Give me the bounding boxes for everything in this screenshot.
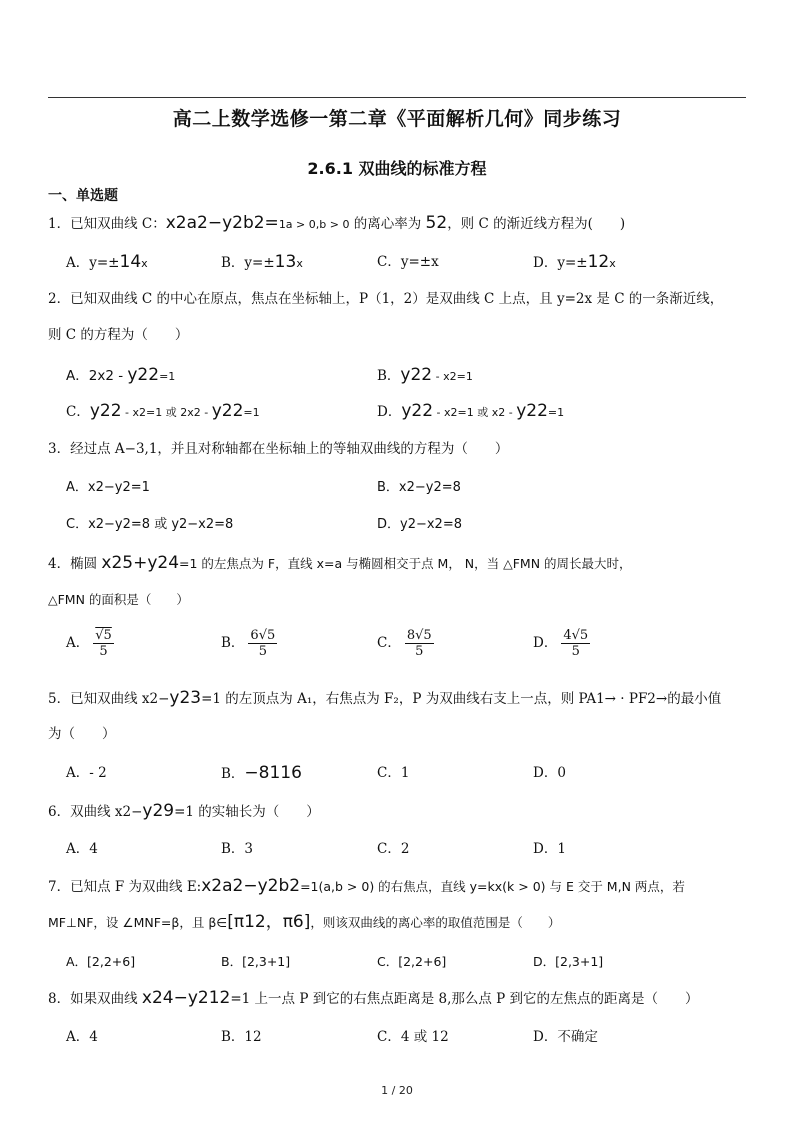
question-5-stem: 5．已知双曲线 x2−y23=1 的左顶点为 A₁，右焦点为 F₂，P 为双曲线右支上一点，则 PA1→ · PF2→的最小值 — [48, 688, 722, 708]
question-7-stem-cont: MF⊥NF，设 ∠MNF=β，且 β∈[π12，π6]，则该双曲线的离心率的取值范围是（ ） — [48, 912, 561, 932]
option-b: B． $\frac{6√5}{5}$ — [221, 628, 276, 659]
question-8-stem: 8．如果双曲线 x24−y212=1 上一点 P 到它的右焦点距离是 8,那么点 P 到它的左焦点的距离是（ ） — [48, 988, 699, 1008]
option-d: D．不确定 — [533, 1029, 598, 1045]
question-5-options — [66, 763, 756, 785]
option-d: D．[2,3+1] — [533, 954, 604, 969]
option-a: A．- 2 — [66, 765, 107, 781]
option-c: C．y22 - x2=1 或 2x2 - y22=1 — [66, 401, 260, 421]
option-a: A．x2−y2=1 — [66, 480, 150, 495]
option-d: D．y22 - x2=1 或 x2 - y22=1 — [377, 401, 565, 421]
question-1-stem: 1．已知双曲线 C：x2a2−y2b2=1a > 0,b > 0 的离心率为 52，则 C 的渐近线方程为( ) — [48, 213, 626, 233]
option-a: A．4 — [66, 841, 98, 857]
option-a: A．[2,2+6] — [66, 954, 136, 969]
question-4-options — [66, 628, 756, 672]
question-6-stem: 6．双曲线 x2−y29=1 的实轴长为（ ） — [48, 801, 320, 821]
question-2-stem: 2．已知双曲线 C 的中心在原点，焦点在坐标轴上，P（1，2）是双曲线 C 上点，且 y=2x 是 C 的一条渐近线， — [48, 291, 724, 307]
option-c: C．4 或 12 — [377, 1029, 449, 1045]
question-3-stem: 3．经过点 A−3,1，并且对称轴都在坐标轴上的等轴双曲线的方程为（ ） — [48, 441, 509, 457]
section-heading: 一、单选题 — [48, 188, 118, 204]
question-2-options-row1 — [66, 365, 756, 387]
option-c: C．2 — [377, 841, 410, 857]
option-c: C．1 — [377, 765, 410, 781]
question-3-options-row1 — [66, 478, 756, 500]
option-b: B．y22 - x2=1 — [377, 365, 473, 385]
option-c: C．x2−y2=8 或 y2−x2=8 — [66, 517, 234, 532]
option-b: B．[2,3+1] — [221, 954, 291, 969]
question-6-options — [66, 839, 756, 861]
option-a: A．4 — [66, 1029, 98, 1045]
option-d: D． $\frac{4√5}{5}$ — [533, 628, 589, 659]
option-d: D．y=±12x — [533, 252, 616, 272]
question-2-options-row2 — [66, 401, 756, 423]
question-5-stem-cont: 为（ ） — [48, 726, 116, 742]
option-d: D．1 — [533, 841, 566, 857]
document-subtitle: 2.6.1 双曲线的标准方程 — [307, 159, 487, 178]
header-rule — [48, 97, 746, 98]
option-b: B．y=±13x — [221, 252, 303, 272]
option-c: C．y=±x — [377, 254, 439, 270]
option-b: B．x2−y2=8 — [377, 480, 461, 495]
question-7-stem: 7．已知点 F 为双曲线 E:x2a2−y2b2=1(a,b > 0) 的右焦点，直线 y=kx(k > 0) 与 E 交于 M,N 两点，若 — [48, 876, 685, 896]
question-1-options — [66, 252, 756, 274]
option-b: B．12 — [221, 1029, 262, 1045]
question-2-stem-cont: 则 C 的方程为（ ） — [48, 327, 189, 343]
question-3-options-row2 — [66, 515, 756, 537]
option-b: B．3 — [221, 841, 254, 857]
option-d: D．0 — [533, 765, 566, 781]
question-7-options — [66, 952, 756, 974]
option-d: D．y2−x2=8 — [377, 517, 462, 532]
page-number: 1 / 20 — [381, 1084, 413, 1097]
question-4-stem: 4．椭圆 x25+y24=1 的左焦点为 F，直线 x=a 与椭圆相交于点 M， N，当 △FMN 的周长最大时， — [48, 553, 632, 573]
document-title: 高二上数学选修一第二章《平面解析几何》同步练习 — [172, 108, 622, 130]
option-a: A．2x2 - y22=1 — [66, 365, 176, 385]
option-a: A． $\frac{√5}{5}$ — [66, 628, 112, 659]
option-c: C．[2,2+6] — [377, 954, 447, 969]
question-4-stem-cont: △FMN 的面积是（ ） — [48, 592, 189, 607]
option-b: B．−8116 — [221, 763, 302, 783]
option-a: A．y=±14x — [66, 252, 148, 272]
option-c: C． $\frac{8√5}{5}$ — [377, 628, 432, 659]
question-8-options — [66, 1027, 756, 1049]
